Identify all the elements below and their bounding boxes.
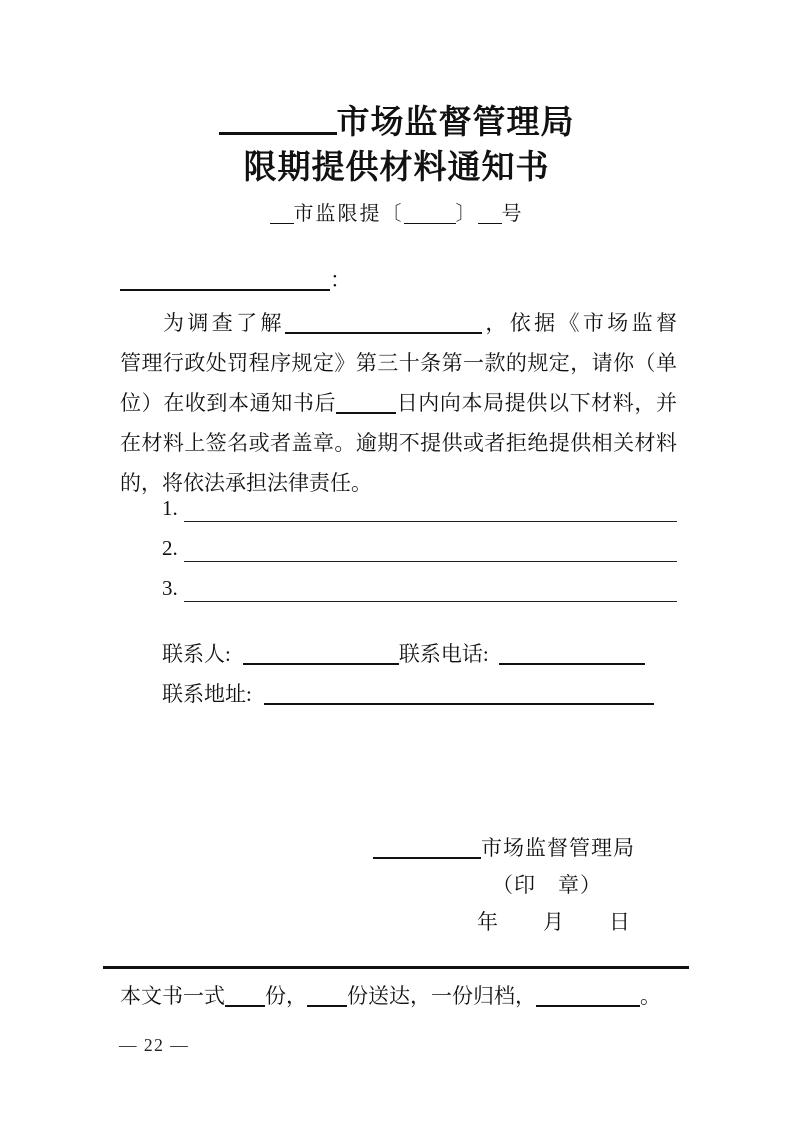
blank-material-3 bbox=[184, 601, 677, 602]
blank-docno-serial bbox=[478, 221, 502, 224]
docno-suffix: 号 bbox=[501, 203, 524, 225]
page-number: — 22 — bbox=[119, 1035, 190, 1055]
blank-recipient-name bbox=[120, 287, 330, 291]
body-line-1-text-a: 为调查了解 bbox=[163, 311, 285, 335]
blank-material-2 bbox=[184, 561, 677, 562]
body-line-2: 管理行政处罚程序规定》第三十条第一款的规定，请你（单 bbox=[120, 351, 677, 375]
distribution-note-text-2: 份， bbox=[265, 984, 307, 1008]
body-line-4: 在材料上签名或者盖章。逾期不提供或者拒绝提供相关材料 bbox=[120, 431, 677, 455]
blank-archive-place bbox=[536, 1003, 640, 1007]
blank-contact-person bbox=[243, 661, 399, 665]
material-item-3-number: 3. bbox=[162, 576, 178, 600]
body-line-3-text-b: 日内向本局提供以下材料，并 bbox=[396, 391, 677, 415]
body-paragraph bbox=[120, 303, 677, 503]
blank-docno-year bbox=[404, 221, 456, 224]
signature-seal-line: （印 章） bbox=[492, 873, 602, 897]
document-title-line2: 限期提供材料通知书 bbox=[243, 150, 550, 186]
blank-investigation-matter bbox=[285, 330, 482, 334]
body-line-1 bbox=[120, 303, 677, 343]
contact-phone-label: 联系电话: bbox=[398, 642, 489, 666]
signature-agency-line bbox=[373, 833, 635, 863]
signature-date-line: 年 月 日 bbox=[477, 910, 631, 934]
material-item-3 bbox=[162, 569, 677, 609]
docno-bracket-open: 〔 bbox=[381, 203, 404, 225]
salutation-line bbox=[120, 263, 351, 297]
docno-bracket-close: 〕 bbox=[455, 203, 478, 225]
material-list bbox=[162, 489, 677, 609]
distribution-note bbox=[120, 979, 661, 1013]
contact-person-label: 联系人: bbox=[162, 642, 231, 666]
blank-delivered-copies bbox=[307, 1003, 347, 1007]
contact-person-row bbox=[162, 634, 645, 674]
document-title-line1 bbox=[0, 96, 793, 143]
blank-material-1 bbox=[184, 521, 677, 522]
blank-docno-region bbox=[270, 221, 294, 224]
document-number-line bbox=[0, 197, 793, 226]
body-line-5: 的，将依法承担法律责任。 bbox=[120, 471, 372, 495]
blank-signature-agency bbox=[373, 855, 481, 859]
blank-total-copies bbox=[225, 1003, 265, 1007]
contact-address-row bbox=[162, 674, 654, 714]
blank-contact-phone bbox=[499, 661, 645, 665]
material-item-2 bbox=[162, 529, 677, 569]
contact-address-label: 联系地址: bbox=[162, 682, 252, 706]
material-item-1-number: 1. bbox=[162, 496, 178, 520]
signature-agency-text: 市场监督管理局 bbox=[481, 836, 635, 860]
blank-contact-address bbox=[264, 701, 654, 705]
distribution-note-text-1: 本文书一式 bbox=[120, 984, 225, 1008]
agency-title-text: 市场监督管理局 bbox=[336, 105, 575, 141]
blank-days bbox=[336, 410, 396, 414]
material-item-2-number: 2. bbox=[162, 536, 178, 560]
body-line-3 bbox=[120, 383, 677, 423]
distribution-note-text-3: 份送达，一份归档， bbox=[347, 984, 536, 1008]
footer-separator-line bbox=[103, 966, 689, 969]
body-line-3-text-a: 位）在收到本通知书后 bbox=[120, 391, 337, 415]
body-line-1-text-b: ，依据《市场监督 bbox=[481, 311, 677, 335]
docno-prefix: 市监限提 bbox=[293, 203, 382, 225]
material-item-1 bbox=[162, 489, 677, 529]
distribution-note-text-4: 。 bbox=[640, 984, 661, 1008]
salutation-colon: ： bbox=[330, 268, 351, 292]
blank-agency-prefix bbox=[219, 130, 337, 135]
